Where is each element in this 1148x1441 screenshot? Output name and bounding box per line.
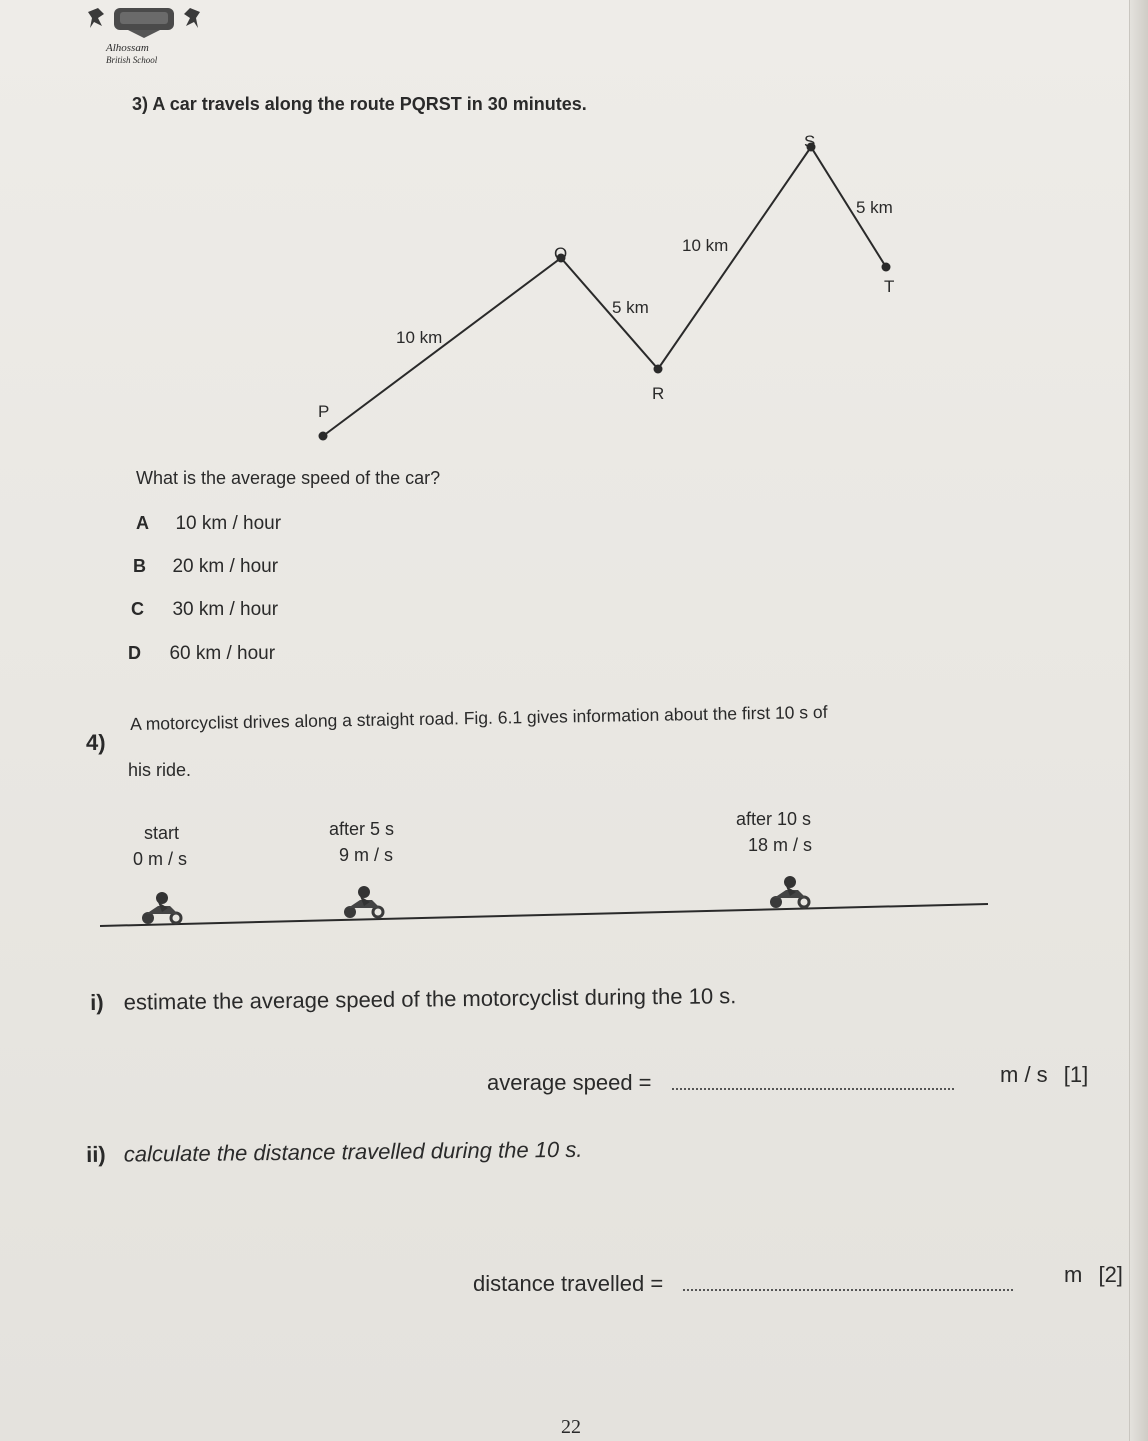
label-p: P [318, 402, 330, 421]
question-3-stem [132, 94, 587, 115]
question-4-number: 4) [86, 730, 106, 755]
option-letter: D [128, 643, 141, 663]
point-t [882, 263, 891, 272]
average-speed-marks: [1] [1063, 1062, 1089, 1087]
part-ii-text: calculate the distance travelled during the 10 s. [123, 1136, 583, 1167]
school-logo [84, 4, 204, 66]
label-distance-st: 5 km [856, 198, 893, 217]
distance-unit: m [1064, 1262, 1083, 1287]
point-p [319, 432, 328, 441]
question-4-stem-line2: his ride. [128, 760, 192, 780]
label-distance-qr: 5 km [612, 298, 649, 317]
label-10s-time: after 10 s [736, 809, 812, 829]
distance-label: distance travelled = [473, 1271, 664, 1296]
label-r: R [652, 384, 665, 403]
option-letter: B [133, 556, 146, 576]
option-a[interactable] [136, 513, 281, 535]
label-distance-pq: 10 km [396, 328, 443, 347]
option-c[interactable] [131, 599, 278, 621]
point-r [654, 365, 663, 374]
average-speed-unit: m / s [1000, 1062, 1048, 1087]
label-s: S [804, 132, 816, 151]
distance-unit-marks [1064, 1262, 1123, 1288]
school-subtitle: British School [106, 55, 158, 65]
option-text: 10 km / hour [175, 513, 282, 534]
distance-marks: [2] [1098, 1262, 1123, 1287]
route-diagram [300, 120, 940, 460]
label-start-speed: 0 m / s [133, 849, 188, 869]
answer-line-average-speed[interactable] [487, 1070, 954, 1096]
question-3-text: A car travels along the route PQRST in 30 minutes. [152, 94, 587, 114]
school-name: Alhossam [106, 42, 149, 54]
question-3-number: 3) [132, 94, 149, 114]
option-text: 30 km / hour [172, 599, 279, 620]
question-3-prompt: What is the average speed of the car? [136, 468, 441, 488]
road-figure [96, 870, 996, 934]
average-speed-blank[interactable] [672, 1086, 954, 1090]
page-edge [1129, 0, 1148, 1441]
label-distance-rs: 10 km [682, 236, 729, 255]
label-q: Q [554, 244, 568, 263]
label-10s-speed: 18 m / s [748, 835, 813, 855]
option-text: 60 km / hour [169, 643, 276, 664]
label-5s-time: after 5 s [329, 819, 395, 839]
part-i-label: i) [90, 989, 104, 1015]
option-letter: C [131, 599, 144, 619]
page-number: 22 [561, 1416, 581, 1438]
part-i-text: estimate the average speed of the motorcyclist during the 10 s. [123, 983, 737, 1015]
label-5s-speed: 9 m / s [339, 845, 394, 865]
option-d[interactable] [128, 643, 275, 665]
part-ii-label: ii) [86, 1141, 106, 1167]
option-text: 20 km / hour [172, 556, 279, 577]
answer-line-distance[interactable] [473, 1271, 1013, 1297]
motorcycle-icon [142, 892, 181, 924]
distance-blank[interactable] [683, 1287, 1013, 1291]
motorcycle-icon [344, 886, 383, 918]
average-speed-label: average speed = [487, 1070, 652, 1095]
label-start-time: start [144, 823, 180, 843]
label-t: T [884, 277, 895, 296]
option-letter: A [136, 513, 149, 533]
road-line [100, 904, 988, 926]
average-speed-unit-marks [1000, 1062, 1088, 1088]
option-b[interactable] [133, 556, 278, 578]
crest-icon [84, 4, 204, 40]
motorcycle-icon [770, 876, 809, 908]
question-4-stem-line1: A motorcyclist drives along a straight road. Fig. 6.1 gives information about the first 10 s of [130, 701, 828, 734]
part-ii [86, 1137, 583, 1168]
